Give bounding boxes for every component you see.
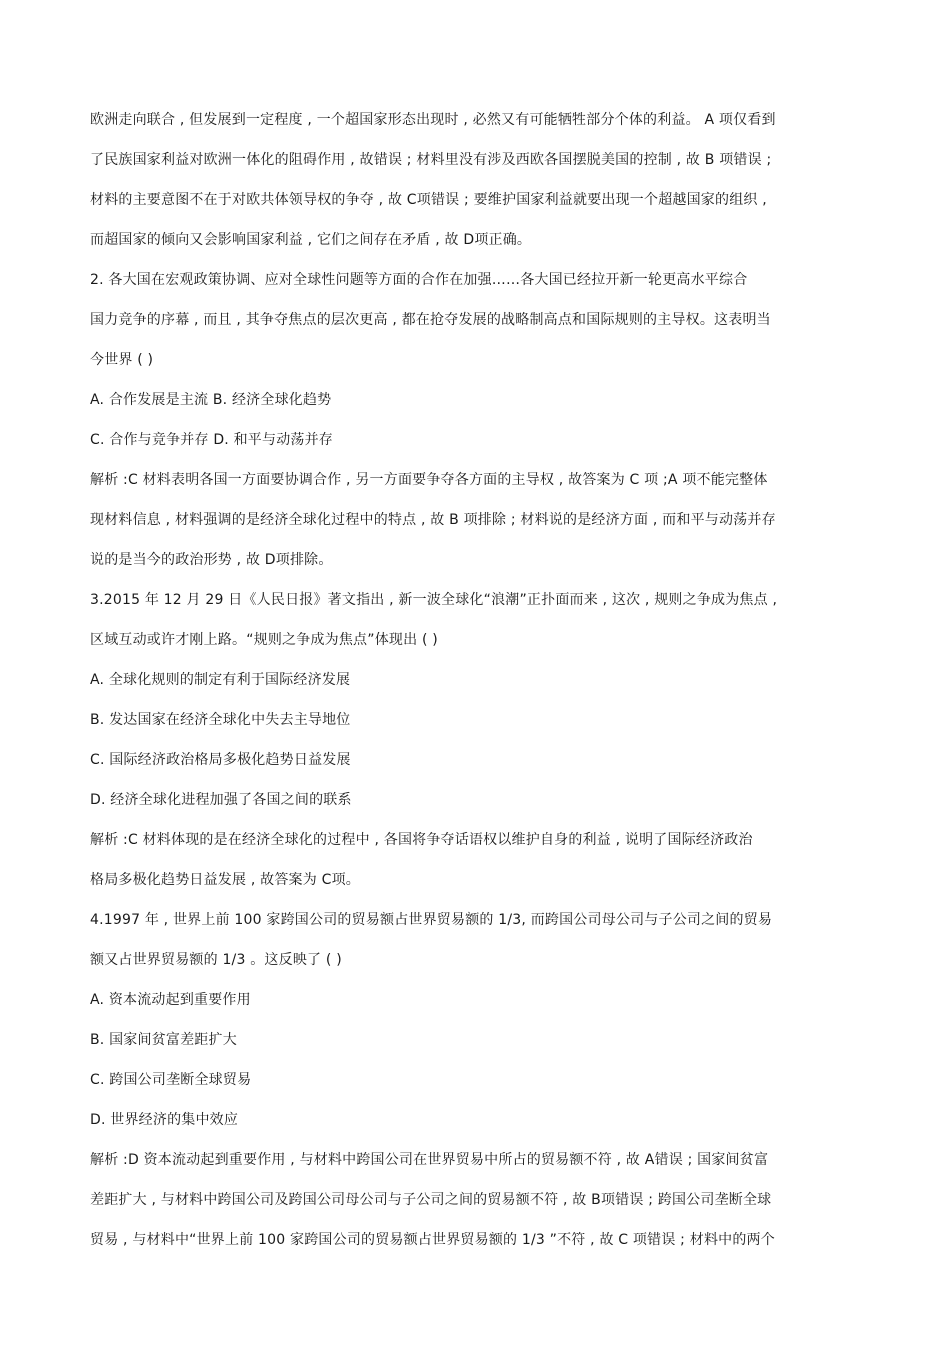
question-4-option-a: A. 资本流动起到重要作用 <box>90 992 251 1008</box>
text-line: 了民族国家利益对欧洲一体化的阻碍作用 , 故错误 ; 材料里没有涉及西欧各国摆脱美国的控制 , 故 B 项错误 ; <box>90 152 772 168</box>
question-4-option-b: B. 国家间贫富差距扩大 <box>90 1032 237 1048</box>
text-line: 区域互动或许才刚上路。“规则之争成为焦点”体现出 ( ) <box>90 632 438 648</box>
text-line: 今世界 ( ) <box>90 352 154 368</box>
question-2-options-ab: A. 合作发展是主流 B. 经济全球化趋势 <box>90 392 332 408</box>
text-line: 差距扩大 , 与材料中跨国公司及跨国公司母公司与子公司之间的贸易额不符 , 故 B项错误 ; 跨国公司垄断全球 <box>90 1192 772 1208</box>
question-4-answer: 解析 :D 资本流动起到重要作用 , 与材料中跨国公司在世界贸易中所占的贸易额不符 , 故 A错误 ; 国家间贫富 <box>90 1152 769 1168</box>
question-3-option-b: B. 发达国家在经济全球化中失去主导地位 <box>90 712 351 728</box>
text-line: 欧洲走向联合 , 但发展到一定程度 , 一个超国家形态出现时 , 必然又有可能牺牲部分个体的利益。 A 项仅看到 <box>90 112 776 128</box>
question-2-stem: 2. 各大国在宏观政策协调、应对全球性问题等方面的合作在加强……各大国已经拉开新一轮更高水平综合 <box>90 272 748 288</box>
question-3-option-a: A. 全球化规则的制定有利于国际经济发展 <box>90 672 351 688</box>
text-line: 额又占世界贸易额的 1/3 。这反映了 ( ) <box>90 952 342 968</box>
text-line: 而超国家的倾向又会影响国家利益 , 它们之间存在矛盾 , 故 D项正确。 <box>90 232 532 248</box>
question-2-answer: 解析 :C 材料表明各国一方面要协调合作 , 另一方面要争夺各方面的主导权 , 故答案为 C 项 ;A 项不能完整体 <box>90 472 768 488</box>
text-line: 材料的主要意图不在于对欧共体领导权的争夺 , 故 C项错误 ; 要维护国家利益就要出现一个超越国家的组织 , <box>90 192 767 208</box>
text-line: 现材料信息 , 材料强调的是经济全球化过程中的特点 , 故 B 项排除 ; 材料说的是经济方面 , 而和平与动荡并存 <box>90 512 776 528</box>
question-3-stem: 3.2015 年 12 月 29 日《人民日报》著文指出 , 新一波全球化“浪潮”正扑面而来 , 这次 , 规则之争成为焦点 , <box>90 592 778 608</box>
text-line: 说的是当今的政治形势 , 故 D项排除。 <box>90 552 333 568</box>
question-4-stem: 4.1997 年 , 世界上前 100 家跨国公司的贸易额占世界贸易额的 1/3, 而跨国公司母公司与子公司之间的贸易 <box>90 912 773 928</box>
text-line: 国力竞争的序幕 , 而且 , 其争夺焦点的层次更高 , 都在抢夺发展的战略制高点和国际规则的主导权。这表明当 <box>90 312 771 328</box>
question-4-option-d: D. 世界经济的集中效应 <box>90 1112 239 1128</box>
question-4-option-c: C. 跨国公司垄断全球贸易 <box>90 1072 252 1088</box>
text-line: 格局多极化趋势日益发展 , 故答案为 C项。 <box>90 872 360 888</box>
question-3-option-c: C. 国际经济政治格局多极化趋势日益发展 <box>90 752 351 768</box>
text-line: 贸易 , 与材料中“世界上前 100 家跨国公司的贸易额占世界贸易额的 1/3 ”不符 , 故 C 项错误 ; 材料中的两个 <box>90 1232 775 1248</box>
question-3-option-d: D. 经济全球化进程加强了各国之间的联系 <box>90 792 352 808</box>
question-2-options-cd: C. 合作与竞争并存 D. 和平与动荡并存 <box>90 432 334 448</box>
question-3-answer: 解析 :C 材料体现的是在经济全球化的过程中 , 各国将争夺话语权以维护自身的利益 , 说明了国际经济政治 <box>90 832 753 848</box>
